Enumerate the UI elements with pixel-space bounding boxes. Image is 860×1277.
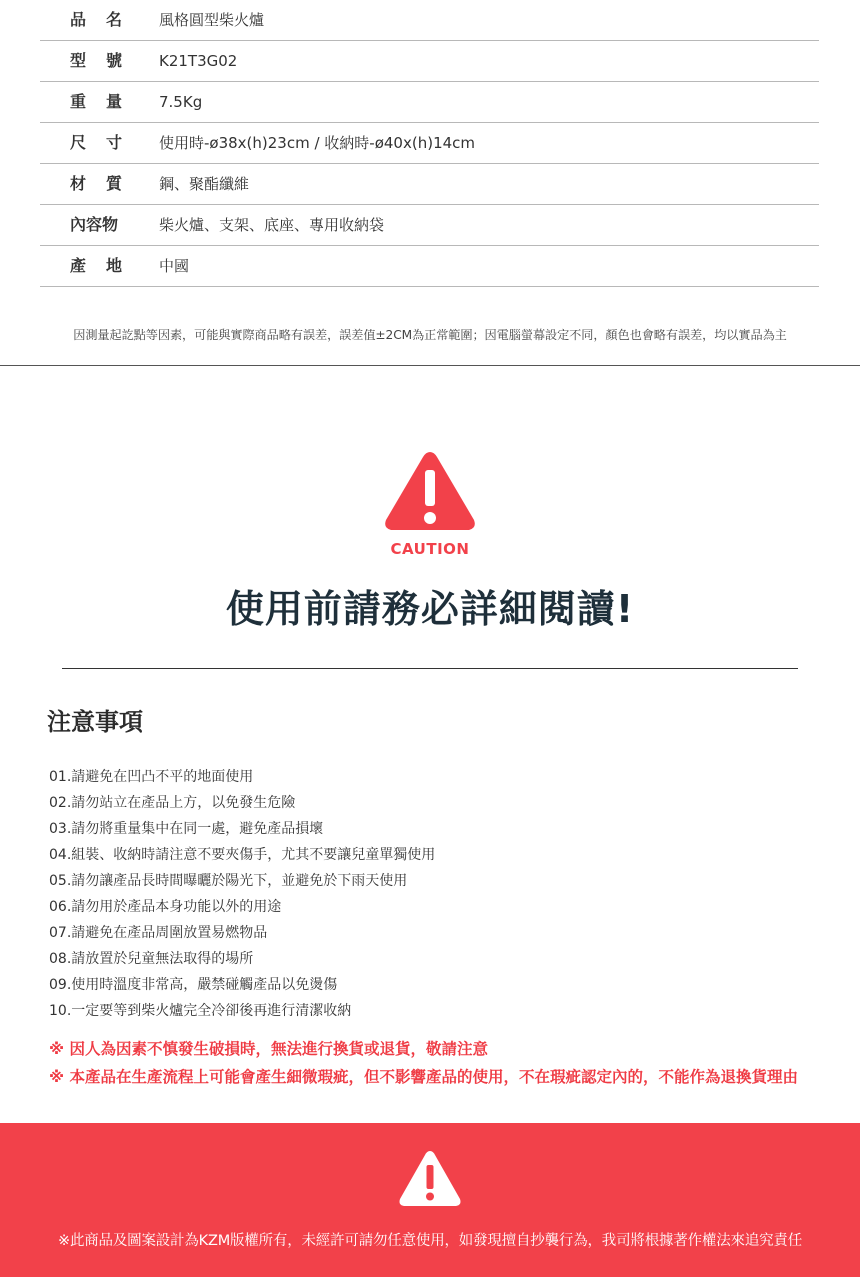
notes-list bbox=[49, 766, 435, 1026]
section-divider bbox=[0, 365, 860, 366]
spec-value: 柴火爐、支架、底座、專用收納袋 bbox=[159, 216, 385, 234]
list-item: 05.請勿讓產品長時間曝曬於陽光下，並避免於下雨天使用 bbox=[49, 873, 408, 889]
list-item: 06.請勿用於產品本身功能以外的用途 bbox=[49, 899, 282, 915]
spec-label: 品 名 bbox=[70, 10, 122, 29]
spec-label: 材 質 bbox=[70, 174, 122, 193]
list-item: 02.請勿站立在產品上方，以免發生危險 bbox=[49, 795, 296, 811]
spec-value: 鋼、聚酯纖維 bbox=[159, 175, 250, 193]
list-item: 07.請避免在產品周圍放置易燃物品 bbox=[49, 925, 268, 941]
spec-table bbox=[40, 0, 819, 287]
spec-label: 型 號 bbox=[70, 51, 122, 70]
warning-line: ※ 本產品在生產流程上可能會產生細微瑕疵，但不影響產品的使用，不在瑕疵認定內的，不能作為退換貨理由 bbox=[49, 1068, 798, 1086]
spec-row-origin bbox=[40, 246, 819, 287]
spec-label: 產 地 bbox=[70, 256, 122, 275]
spec-value: 使用時-ø38x(h)23cm / 收納時-ø40x(h)14cm bbox=[159, 134, 476, 152]
spec-row-contents bbox=[40, 205, 819, 246]
spec-label: 內容物 bbox=[70, 215, 119, 234]
copyright-text: ※此商品及圖案設計為KZM版權所有，未經許可請勿任意使用，如發現擅自抄襲行為，我司將根據著作權法來追究責任 bbox=[58, 1233, 802, 1249]
spec-value: K21T3G02 bbox=[159, 52, 238, 70]
spec-label: 重 量 bbox=[70, 92, 122, 111]
notes-heading: 注意事項 bbox=[47, 708, 143, 736]
spec-row-model bbox=[40, 41, 819, 82]
list-item: 04.組裝、收納時請注意不要夾傷手，尤其不要讓兒童單獨使用 bbox=[49, 847, 436, 863]
spec-value: 風格圓型柴火爐 bbox=[159, 11, 265, 29]
spec-value: 7.5Kg bbox=[159, 93, 203, 111]
warning-triangle-icon bbox=[382, 448, 478, 534]
spec-label: 尺 寸 bbox=[70, 133, 122, 152]
spec-row-size bbox=[40, 123, 819, 164]
list-item: 09.使用時溫度非常高，嚴禁碰觸產品以免燙傷 bbox=[49, 977, 338, 993]
warning-line: ※ 因人為因素不慎發生破損時，無法進行換貨或退貨，敬請注意 bbox=[49, 1040, 488, 1058]
spec-row-material bbox=[40, 164, 819, 205]
list-item: 01.請避免在凹凸不平的地面使用 bbox=[49, 769, 254, 785]
warning-notes bbox=[49, 1037, 798, 1093]
title-divider bbox=[62, 668, 798, 669]
spec-value: 中國 bbox=[159, 257, 190, 275]
copyright-footer bbox=[0, 1123, 860, 1277]
caution-label: CAUTION bbox=[390, 540, 470, 558]
list-item: 08.請放置於兒童無法取得的場所 bbox=[49, 951, 254, 967]
warning-triangle-icon bbox=[397, 1149, 463, 1209]
list-item: 03.請勿將重量集中在同一處，避免產品損壞 bbox=[49, 821, 324, 837]
spec-row-name bbox=[40, 0, 819, 41]
page-title: 使用前請務必詳細閱讀! bbox=[225, 587, 635, 631]
list-item: 10.一定要等到柴火爐完全冷卻後再進行清潔收納 bbox=[49, 1003, 352, 1019]
measurement-disclaimer: 因測量起訖點等因素，可能與實際商品略有誤差，誤差值±2CM為正常範圍；因電腦螢幕設定不同，顏色也會略有誤差，均以實品為主 bbox=[73, 328, 787, 342]
spec-row-weight bbox=[40, 82, 819, 123]
